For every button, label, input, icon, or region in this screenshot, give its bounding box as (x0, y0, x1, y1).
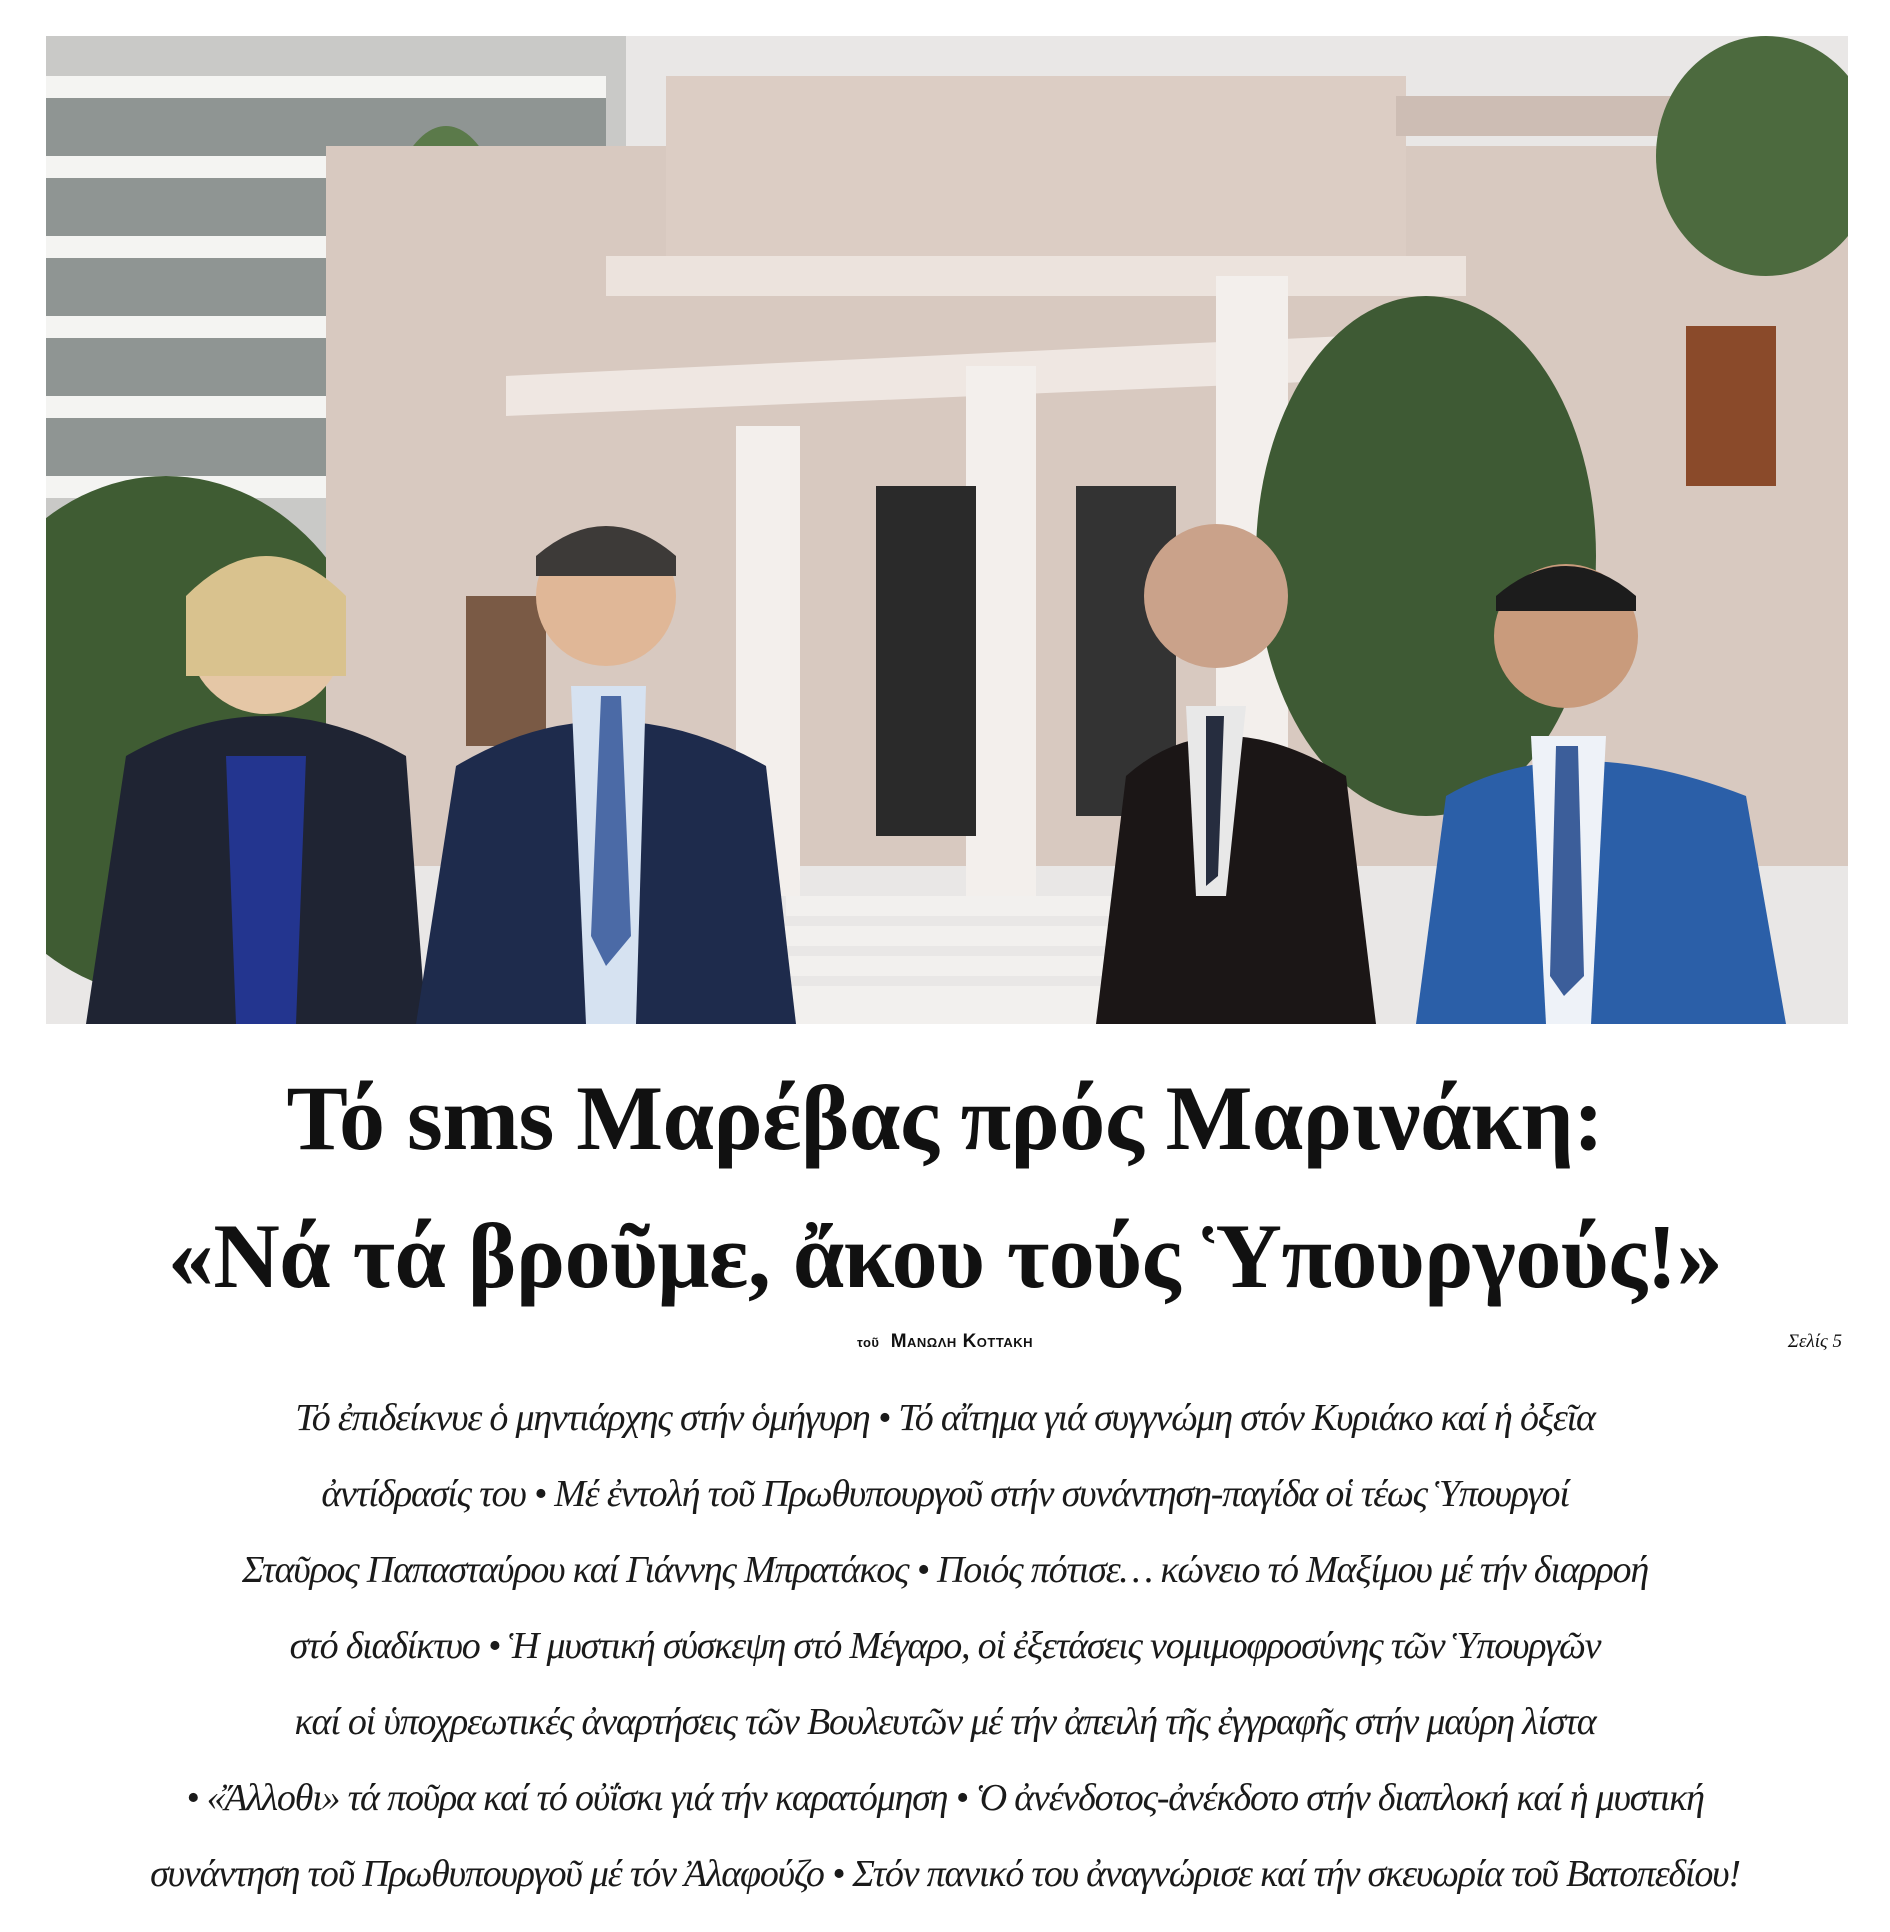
headline-line-2: «Νά τά βροῦμε, ἄκου τούς Ὑπουργούς!» (167, 1205, 1723, 1307)
summary-line: συνάντηση τοῦ Πρωθυπουργοῦ μέ τόν Ἀλαφούζο • Στόν πανικό του ἀναγνώρισε καί τήν σκευωρία τοῦ Βατοπεδίου! (150, 1853, 1740, 1895)
summary-line: στό διαδίκτυο • Ἡ μυστική σύσκεψη στό Μέγαρο, οἱ ἐξετάσεις νομιμοφροσύνης τῶν Ὑπουργῶν (289, 1625, 1601, 1667)
article-summary (30, 1380, 1860, 1912)
byline-prefix: τοῦ (857, 1335, 880, 1350)
page-reference: Σελίς 5 (1787, 1331, 1842, 1352)
byline (0, 1331, 1890, 1353)
byline-author: Μανωλη Κοττακη (890, 1331, 1033, 1352)
headline-line-1: Τό sms Μαρέβας πρός Μαρινάκη: (286, 1067, 1604, 1169)
summary-line: • «Ἄλλοθι» τά ποῦρα καί τό οὐΐσκι γιά τήν καρατόμηση • Ὁ ἀνένδοτος-ἀνέκδοτο στήν διαπλοκή καί ἡ μυστική (186, 1777, 1704, 1819)
summary-line: ἀντίδρασίς του • Μέ ἐντολή τοῦ Πρωθυπουργοῦ στήν συνάντηση-παγίδα οἱ τέως Ὑπουργοί (321, 1473, 1569, 1515)
summary-line: Τό ἐπιδείκνυε ὁ μηντιάρχης στήν ὁμήγυρη • Τό αἴτημα γιά συγγνώμη στόν Κυριάκο καί ἡ ὀξεῖα (295, 1397, 1595, 1439)
article-photo (46, 36, 1848, 1024)
summary-line: Σταῦρος Παπασταύρου καί Γιάννης Μπρατάκος • Ποιός πότισε… κώνειο τό Μαξίμου μέ τήν διαρροή (241, 1549, 1649, 1591)
building-with-four-people-photo (46, 36, 1848, 1024)
summary-line: καί οἱ ὑποχρεωτικές ἀναρτήσεις τῶν Βουλευτῶν μέ τήν ἀπειλή τῆς ἐγγραφῆς στήν μαύρη λίστα (294, 1701, 1596, 1743)
